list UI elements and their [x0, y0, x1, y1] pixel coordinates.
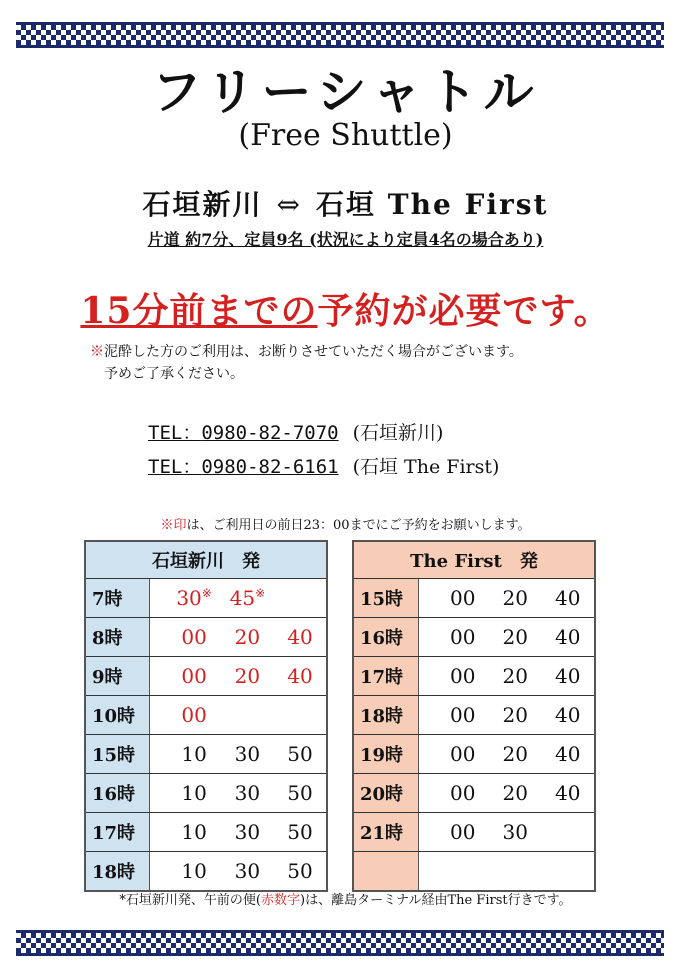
- minute-cell: 10: [181, 859, 207, 883]
- minute-cell: [436, 852, 489, 892]
- reservation-note: [0, 517, 691, 535]
- hour-cell: 19時: [353, 735, 418, 774]
- reservation-headline: [0, 289, 691, 333]
- hour-cell: 10時: [85, 696, 150, 735]
- timetable-row: [85, 579, 327, 618]
- footer-note-red: 赤数字: [261, 893, 301, 908]
- tel-label: TEL：: [148, 456, 202, 478]
- timetable-header: The First 発: [353, 541, 595, 579]
- minute-cell: 00: [436, 579, 489, 618]
- notice-mark: ※: [90, 344, 104, 360]
- hour-cell: 17時: [85, 813, 150, 852]
- route-detail: 片道 約7分、定員9名 (状況により定員4名の場合あり): [147, 230, 544, 249]
- minute-cell: 50: [274, 735, 327, 774]
- minute-cell: 00: [167, 696, 220, 735]
- reserve-mark: ※印: [160, 518, 187, 533]
- decorative-bottom-band: [16, 930, 664, 956]
- minute-cell: 50: [274, 774, 327, 813]
- minute-cell: [541, 852, 595, 892]
- minute-cell: 30: [489, 813, 542, 852]
- timetable-row: [353, 852, 595, 892]
- tel-location: (石垣新川): [352, 422, 444, 444]
- decorative-top-band: [16, 22, 664, 48]
- route-line: [0, 188, 691, 222]
- minute-cell: 20: [489, 774, 542, 813]
- tel-number[interactable]: 0980-82-7070: [201, 422, 339, 444]
- timetable-row: [85, 774, 327, 813]
- minute-cell: 20: [221, 618, 274, 657]
- hour-cell: 16時: [85, 774, 150, 813]
- spacer-cell: [150, 657, 168, 696]
- hour-cell: 8時: [85, 618, 150, 657]
- spacer-cell: [418, 774, 436, 813]
- timetable-row: [85, 657, 327, 696]
- notice-line1: 泥酔した方のご利用は、お断りさせていただく場合がございます。: [104, 344, 523, 360]
- minute-cell: 40: [541, 774, 595, 813]
- reservation-star-icon: ※: [255, 586, 266, 600]
- minute-cell: 00: [167, 618, 220, 657]
- minute-cell: 40: [274, 618, 327, 657]
- spacer-cell: [150, 852, 168, 892]
- minute-cell: 40: [274, 657, 327, 696]
- tel-location: (石垣 The First): [352, 456, 500, 478]
- contact-shinkawa[interactable]: [148, 421, 443, 445]
- hour-cell: 17時: [353, 657, 418, 696]
- minute-cell: [541, 813, 595, 852]
- hour-cell: 9時: [85, 657, 150, 696]
- page-title: フリーシャトル: [151, 62, 540, 121]
- minute-cell: 20: [489, 579, 542, 618]
- minute-cell: 40: [541, 618, 595, 657]
- minute-cell: 30: [234, 859, 261, 883]
- notice-line2: 予めご了承ください。: [104, 366, 244, 382]
- spacer-cell: [150, 579, 168, 618]
- reservation-star-icon: ※: [201, 586, 212, 600]
- minute-cell: [274, 696, 327, 735]
- minute-cell: 40: [541, 696, 595, 735]
- minute-cell: 00: [436, 735, 489, 774]
- timetable-row: [85, 618, 327, 657]
- hour-cell: 20時: [353, 774, 418, 813]
- minute-cell: 20: [489, 657, 542, 696]
- tel-label: TEL：: [148, 422, 202, 444]
- timetable-row: [353, 696, 595, 735]
- timetable-row: [85, 696, 327, 735]
- tel-number[interactable]: 0980-82-6161: [201, 456, 339, 478]
- minute-cell: 00: [436, 618, 489, 657]
- timetable-row: [353, 735, 595, 774]
- minute-cell: 50: [287, 859, 313, 883]
- spacer-cell: [418, 579, 436, 618]
- minute-cell: 40: [541, 579, 595, 618]
- minute-cell: 00: [436, 657, 489, 696]
- minute-cell: 30: [221, 813, 274, 852]
- page-subtitle: (Free Shuttle): [238, 118, 453, 153]
- spacer-cell: [418, 657, 436, 696]
- timetable-row: [353, 813, 595, 852]
- minute-cell: 20: [221, 657, 274, 696]
- timetable-row: [85, 852, 327, 892]
- footer-note: [0, 892, 691, 910]
- intoxication-notice: [90, 341, 650, 385]
- minute-cell: 20: [489, 735, 542, 774]
- timetable-header: 石垣新川 発: [85, 541, 327, 579]
- minute-cell: 00: [436, 813, 489, 852]
- minute-cell: 50: [274, 813, 327, 852]
- timetable-row: [353, 774, 595, 813]
- route-arrow-icon: ⇔: [276, 188, 302, 221]
- timetable-row: [353, 579, 595, 618]
- hour-cell: [353, 852, 418, 892]
- footer-note-part1: *石垣新川発、午前の便(: [119, 893, 261, 908]
- headline-underlined: 15分前までの: [80, 290, 318, 332]
- hour-cell: 15時: [353, 579, 418, 618]
- minute-cell: 00: [167, 657, 220, 696]
- minute-cell: [274, 579, 327, 618]
- spacer-cell: [150, 735, 168, 774]
- timetable-shinkawa: [84, 540, 328, 892]
- spacer-cell: [150, 813, 168, 852]
- minute-cell: 00: [436, 774, 489, 813]
- route-to: 石垣 The First: [316, 188, 549, 221]
- contact-the-first[interactable]: [148, 455, 499, 479]
- footer-note-part2: )は、離島ターミナル経由The First行きです。: [300, 893, 572, 908]
- hour-cell: 16時: [353, 618, 418, 657]
- minute-cell: 30: [221, 735, 274, 774]
- spacer-cell: [418, 696, 436, 735]
- minute-cell: 40: [541, 735, 595, 774]
- minute-cell: 30※: [167, 579, 220, 618]
- minute-cell: 10: [167, 774, 220, 813]
- spacer-cell: [418, 735, 436, 774]
- hour-cell: 21時: [353, 813, 418, 852]
- minute-cell: 10: [167, 813, 220, 852]
- minute-cell: 45※: [221, 579, 274, 618]
- timetable-the-first: [352, 540, 596, 892]
- minute-cell: 30: [221, 774, 274, 813]
- hour-cell: 18時: [353, 696, 418, 735]
- spacer-cell: [150, 774, 168, 813]
- route-from: 石垣新川: [142, 188, 263, 221]
- hour-cell: 15時: [85, 735, 150, 774]
- spacer-cell: [418, 852, 436, 892]
- hour-cell: 18時: [85, 852, 150, 892]
- minute-cell: 40: [541, 657, 595, 696]
- hour-cell: 7時: [85, 579, 150, 618]
- minute-cell: [489, 852, 542, 892]
- timetable-row: [85, 735, 327, 774]
- spacer-cell: [150, 696, 168, 735]
- minute-cell: 20: [489, 618, 542, 657]
- headline-rest: 予約が必要です。: [317, 290, 611, 332]
- spacer-cell: [418, 618, 436, 657]
- timetable-row: [85, 813, 327, 852]
- spacer-cell: [150, 618, 168, 657]
- timetable-row: [353, 657, 595, 696]
- reserve-text: は、ご利用日の前日23：00までにご予約をお願いします。: [186, 518, 531, 533]
- minute-cell: [221, 696, 274, 735]
- spacer-cell: [418, 813, 436, 852]
- minute-cell: 10: [167, 735, 220, 774]
- minute-cell: 00: [436, 696, 489, 735]
- timetable-row: [353, 618, 595, 657]
- minute-cell: 20: [489, 696, 542, 735]
